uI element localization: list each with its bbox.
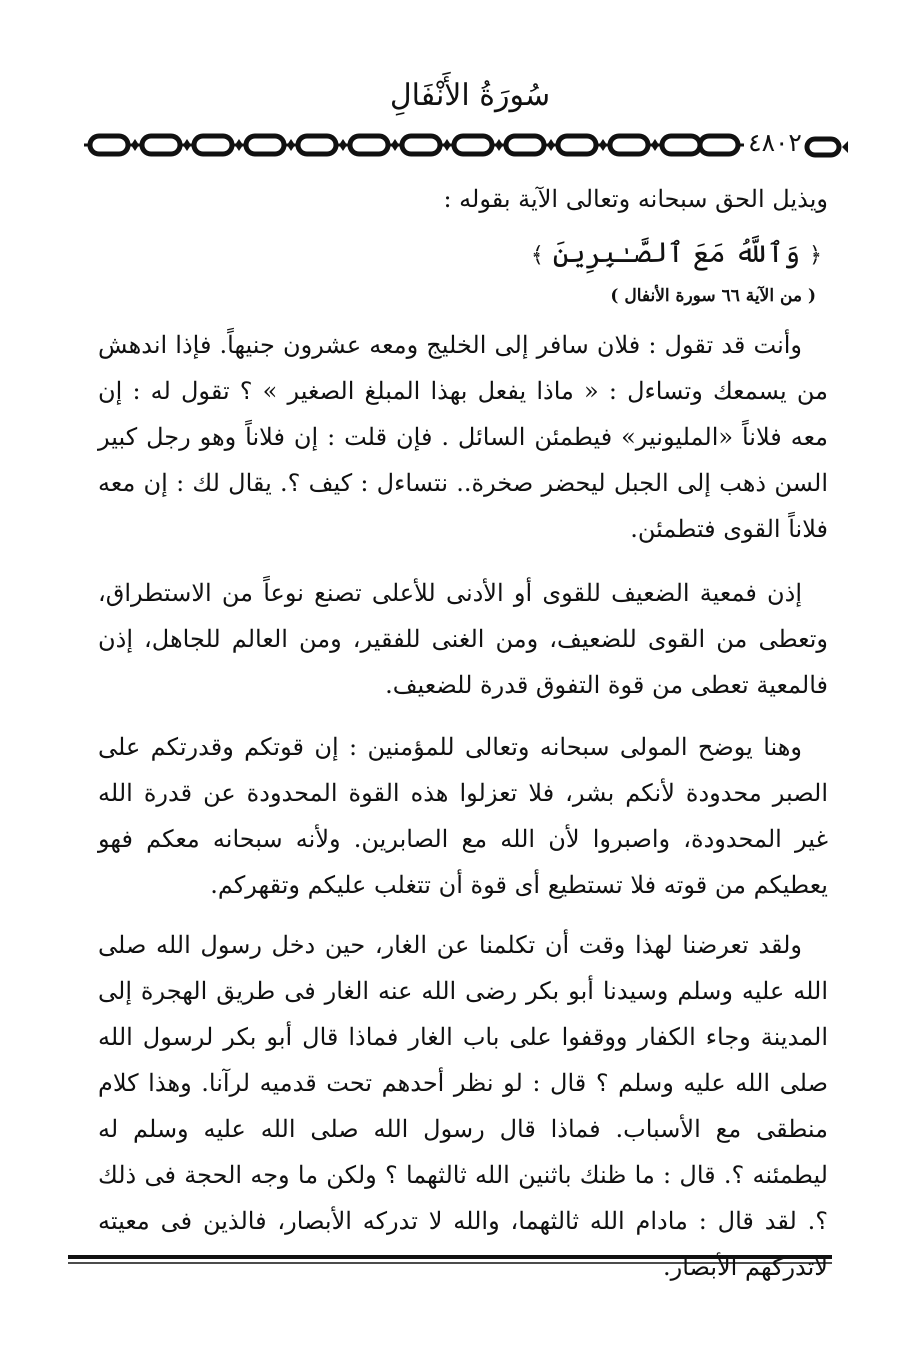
paragraph-1: وأنت قد تقول : فلان سافر إلى الخليج ومعه عشرون جنيهاً. فإذا اندهش من يسمعك وتساءل : « ماذا يفعل بهذا المبلغ الصغير » ؟ تقول له : إن معه فلاناً «المليونير» فيطمئن السائل . فإن قلت : إن فلاناً وهو رجل كبير السن ذهب إلى الجبل ليحضر صخرة.. نتساءل : كيف ؟. يقال لك : إن معه فلاناً القوى فتطمئن. [98, 331, 828, 543]
page-number: ٤٨٠٢ [748, 128, 802, 157]
paragraph-4: ولقد تعرضنا لهذا وقت أن تكلمنا عن الغار، حين دخل رسول الله صلى الله عليه وسلم وسيدنا أبو بكر رضى الله عنه الغار فى طريق الهجرة إلى المدينة وجاء الكفار ووقفوا على باب الغار فماذا قال أبو بكر لرسول الله صلى الله عليه وسلم ؟ قال : لو نظر أحدهم تحت قدميه لرآنا. وهذا كلام منطقى مع الأسباب. فماذا قال رسول الله صلى الله عليه وسلم له ليطمئنه ؟. قال : ما ظنك باثنين الله ثالثهما ؟ ولكن ما وجه الحجة فى ذلك ؟. لقد قال : مادام الله ثالثهما، والله لا تدركه الأبصار، فالذين فى معيته لاتدركهم الأبصار. [98, 931, 828, 1281]
verse-text: وَٱللَّهُ مَعَ ٱلصَّـٰبِرِينَ [552, 236, 801, 269]
quran-verse [531, 236, 822, 269]
paragraph-2: إذن فمعية الضعيف للقوى أو الأدنى للأعلى تصنع نوعاً من الاستطراق، وتعطى من القوى للضعيف، ومن الغنى للفقير، ومن العالم للجاهل، إذن فالمعية تعطى من قوة التفوق قدرة للضعيف. [98, 579, 828, 699]
ornamental-border-band [84, 125, 744, 165]
surah-title: سُورَةُ الأَنْفَالِ [389, 78, 551, 113]
verse-open-ornament: ﴿ [809, 243, 822, 268]
page-number-ornament [804, 133, 850, 161]
verse-reference: ( من الآية ٦٦ سورة الأنفال ) [610, 286, 816, 306]
bottom-rule [68, 1254, 832, 1266]
paragraph-3: وهنا يوضح المولى سبحانه وتعالى للمؤمنين : إن قوتكم وقدرتكم على الصبر محدودة لأنكم بشر، فلا تعزلوا هذه القوة المحدودة عن قدرة الله غير المحدودة، واصبروا لأن الله مع الصابرين. ولأنه سبحانه معكم فهو يعطيكم من قوته فلا تستطيع أى قوة أن تتغلب عليكم وتقهركم. [98, 733, 828, 899]
intro-line: ويذيل الحق سبحانه وتعالى الآية بقوله : [443, 185, 828, 213]
verse-close-ornament: ﴾ [530, 243, 544, 268]
